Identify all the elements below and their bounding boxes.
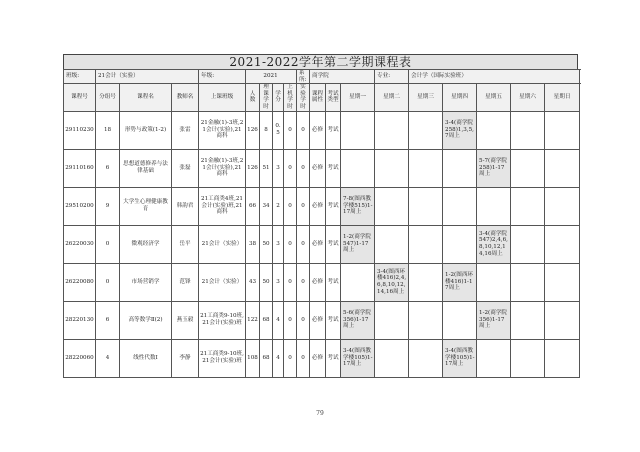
cell-credits: 0.5 [273,111,284,149]
cell-sun [545,149,580,187]
cell-lecture-hours: 34 [260,187,273,225]
cell-sun [545,263,580,301]
cell-sat [511,111,545,149]
cell-credits: 4 [273,339,284,377]
table-row [64,111,580,149]
major-label: 专业: [375,70,409,84]
cell-tue [375,111,409,149]
cell-exam-type: 考试 [326,301,341,339]
cell-sun [545,225,580,263]
table-row [64,263,580,301]
cell-teacher: 韩韵君 [172,187,199,225]
cell-course-attr: 必修 [310,187,326,225]
header-tue: 星期二 [375,84,409,111]
cell-sat [511,149,545,187]
cell-lecture-hours: 50 [260,225,273,263]
cell-course-name: 高等数学Ⅱ(2) [120,301,172,339]
cell-mon: 1-2(商学院547)1-17周上 [341,225,375,263]
cell-mon [341,111,375,149]
cell-sat [511,187,545,225]
cell-thu: 3-4(商学院258)1,3,5,7周上 [443,111,477,149]
header-class: 上课班级 [199,84,246,111]
schedule-table [63,69,580,378]
cell-exam-type: 考试 [326,339,341,377]
cell-course-attr: 必修 [310,301,326,339]
cell-exam-type: 考试 [326,225,341,263]
cell-tue [375,301,409,339]
cell-computer-hours: 0 [284,339,297,377]
cell-lab-hours: 0 [297,225,310,263]
cell-teacher: 李静 [172,339,199,377]
cell-wed [409,187,443,225]
cell-computer-hours: 0 [284,225,297,263]
header-thu: 星期四 [443,84,477,111]
cell-lab-hours: 0 [297,111,310,149]
cell-group-no: 6 [96,301,120,339]
cell-class: 21金融(1)-3班,21会计(实验),21商科 [199,149,246,187]
cell-group-no: 9 [96,187,120,225]
cell-lab-hours: 0 [297,263,310,301]
cell-course-attr: 必修 [310,225,326,263]
cell-course-attr: 必修 [310,111,326,149]
cell-enrolled: 66 [246,187,260,225]
cell-fri: 3-4(商学院547)2,4,6,8,10,12,14,16周上 [477,225,511,263]
cell-enrolled: 126 [246,111,260,149]
table-row [64,149,580,187]
cell-course-name: 市场营销学 [120,263,172,301]
cell-group-no: 0 [96,263,120,301]
header-sun: 星期日 [545,84,580,111]
cell-credits: 3 [273,263,284,301]
cell-computer-hours: 0 [284,263,297,301]
cell-credits: 2 [273,187,284,225]
cell-class: 21会计（实验） [199,263,246,301]
cell-sat [511,301,545,339]
cell-course-name: 形势与政策(1-2) [120,111,172,149]
cell-tue [375,149,409,187]
header-lab-hours: 实验学时 [297,84,310,111]
cell-class: 21工商类9-10班,21会计(实验)班 [199,301,246,339]
cell-course-code: 26220080 [64,263,96,301]
grade-value: 2021 [246,70,297,84]
cell-course-code: 29110160 [64,149,96,187]
cell-enrolled: 126 [246,149,260,187]
cell-lab-hours: 0 [297,149,310,187]
header-course-code: 课程号 [64,84,96,111]
cell-exam-type: 考试 [326,263,341,301]
cell-enrolled: 108 [246,339,260,377]
header-row [64,84,580,111]
cell-sat [511,225,545,263]
header-fri: 星期五 [477,84,511,111]
grade-label: 年级: [199,70,246,84]
cell-tue [375,225,409,263]
cell-thu [443,225,477,263]
cell-computer-hours: 0 [284,111,297,149]
cell-fri [477,339,511,377]
table-row [64,301,580,339]
cell-wed [409,301,443,339]
cell-tue: 3-4(图西环楼416)2,4,6,8,10,12,14,16周上 [375,263,409,301]
cell-credits: 4 [273,301,284,339]
cell-enrolled: 38 [246,225,260,263]
cell-enrolled: 122 [246,301,260,339]
program-value: 21会计（实验） [96,70,199,84]
cell-class: 21会计（实验） [199,225,246,263]
program-label: 班级: [64,70,96,84]
cell-fri [477,111,511,149]
cell-lab-hours: 0 [297,339,310,377]
cell-sun [545,301,580,339]
cell-thu [443,187,477,225]
cell-teacher: 范锋 [172,263,199,301]
cell-class: 21工商类4班,21会计(实验)班,21商科 [199,187,246,225]
cell-group-no: 18 [96,111,120,149]
header-lecture-hours: 理课学时 [260,84,273,111]
cell-sun [545,187,580,225]
cell-tue [375,187,409,225]
cell-thu [443,149,477,187]
cell-wed [409,225,443,263]
cell-lab-hours: 0 [297,301,310,339]
cell-course-attr: 必修 [310,149,326,187]
cell-tue [375,339,409,377]
page-title: 2021-2022学年第二学期课程表 [63,54,578,69]
cell-lecture-hours: 68 [260,301,273,339]
header-enrolled: 人数 [246,84,260,111]
header-course-name: 课程名 [120,84,172,111]
cell-course-attr: 必修 [310,263,326,301]
cell-computer-hours: 0 [284,301,297,339]
cell-fri: 5-7(商学院258)1-17周上 [477,149,511,187]
header-wed: 星期三 [409,84,443,111]
cell-exam-type: 考试 [326,187,341,225]
cell-wed [409,111,443,149]
cell-wed [409,263,443,301]
cell-credits: 3 [273,149,284,187]
cell-course-name: 线性代数Ⅰ [120,339,172,377]
cell-course-code: 28220130 [64,301,96,339]
cell-exam-type: 考试 [326,149,341,187]
dept-label: 系所: [297,70,310,84]
cell-sat [511,263,545,301]
cell-lecture-hours: 68 [260,339,273,377]
header-group-no: 分组号 [96,84,120,111]
cell-course-name: 大学生心理健康教育 [120,187,172,225]
cell-computer-hours: 0 [284,187,297,225]
header-course-attr: 课程属性 [310,84,326,111]
header-teacher: 教师名 [172,84,199,111]
header-computer-hours: 上机学时 [284,84,297,111]
table-row [64,225,580,263]
major-value: 会计学（国际实验班） [409,70,580,84]
cell-course-code: 29510200 [64,187,96,225]
cell-mon: 5-6(商学院356)1-17周上 [341,301,375,339]
table-row [64,187,580,225]
cell-fri [477,187,511,225]
cell-thu: 3-4(图西教学楼105)1-17周上 [443,339,477,377]
cell-lecture-hours: 50 [260,263,273,301]
cell-lecture-hours: 51 [260,149,273,187]
page-number: 79 [316,410,324,417]
cell-course-name: 微观经济学 [120,225,172,263]
dept-value: 商学院 [310,70,375,84]
cell-teacher: 张雷 [172,111,199,149]
cell-teacher: 张磊 [172,149,199,187]
cell-mon: 7-8(图西教学楼515)1-17周上 [341,187,375,225]
cell-sat [511,339,545,377]
cell-wed [409,339,443,377]
cell-credits: 3 [273,225,284,263]
cell-lecture-hours: 8 [260,111,273,149]
cell-thu: 1-2(图西环楼416)1-17周上 [443,263,477,301]
cell-computer-hours: 0 [284,149,297,187]
cell-course-name: 思想道德修养与法律基础 [120,149,172,187]
cell-mon [341,263,375,301]
cell-lab-hours: 0 [297,187,310,225]
cell-group-no: 6 [96,149,120,187]
cell-group-no: 0 [96,225,120,263]
cell-class: 21金融(1)-3班,21会计(实验),21商科 [199,111,246,149]
cell-thu [443,301,477,339]
cell-course-attr: 必修 [310,339,326,377]
cell-class: 21工商类9-10班,21会计(实验)班 [199,339,246,377]
cell-course-code: 28220060 [64,339,96,377]
header-sat: 星期六 [511,84,545,111]
cell-group-no: 4 [96,339,120,377]
header-credits: 学分 [273,84,284,111]
cell-course-code: 29110230 [64,111,96,149]
schedule-sheet [63,54,578,378]
cell-enrolled: 43 [246,263,260,301]
table-row [64,339,580,377]
meta-row [64,70,580,84]
cell-fri: 1-2(商学院356)1-17周上 [477,301,511,339]
cell-wed [409,149,443,187]
cell-exam-type: 考试 [326,111,341,149]
cell-teacher: 燕玉毅 [172,301,199,339]
cell-sun [545,111,580,149]
cell-teacher: 岳平 [172,225,199,263]
cell-fri [477,263,511,301]
header-exam-type: 考试类型 [326,84,341,111]
cell-mon [341,149,375,187]
cell-course-code: 26220030 [64,225,96,263]
cell-sun [545,339,580,377]
cell-mon: 3-4(图西教学楼105)1-17周上 [341,339,375,377]
header-mon: 星期一 [341,84,375,111]
